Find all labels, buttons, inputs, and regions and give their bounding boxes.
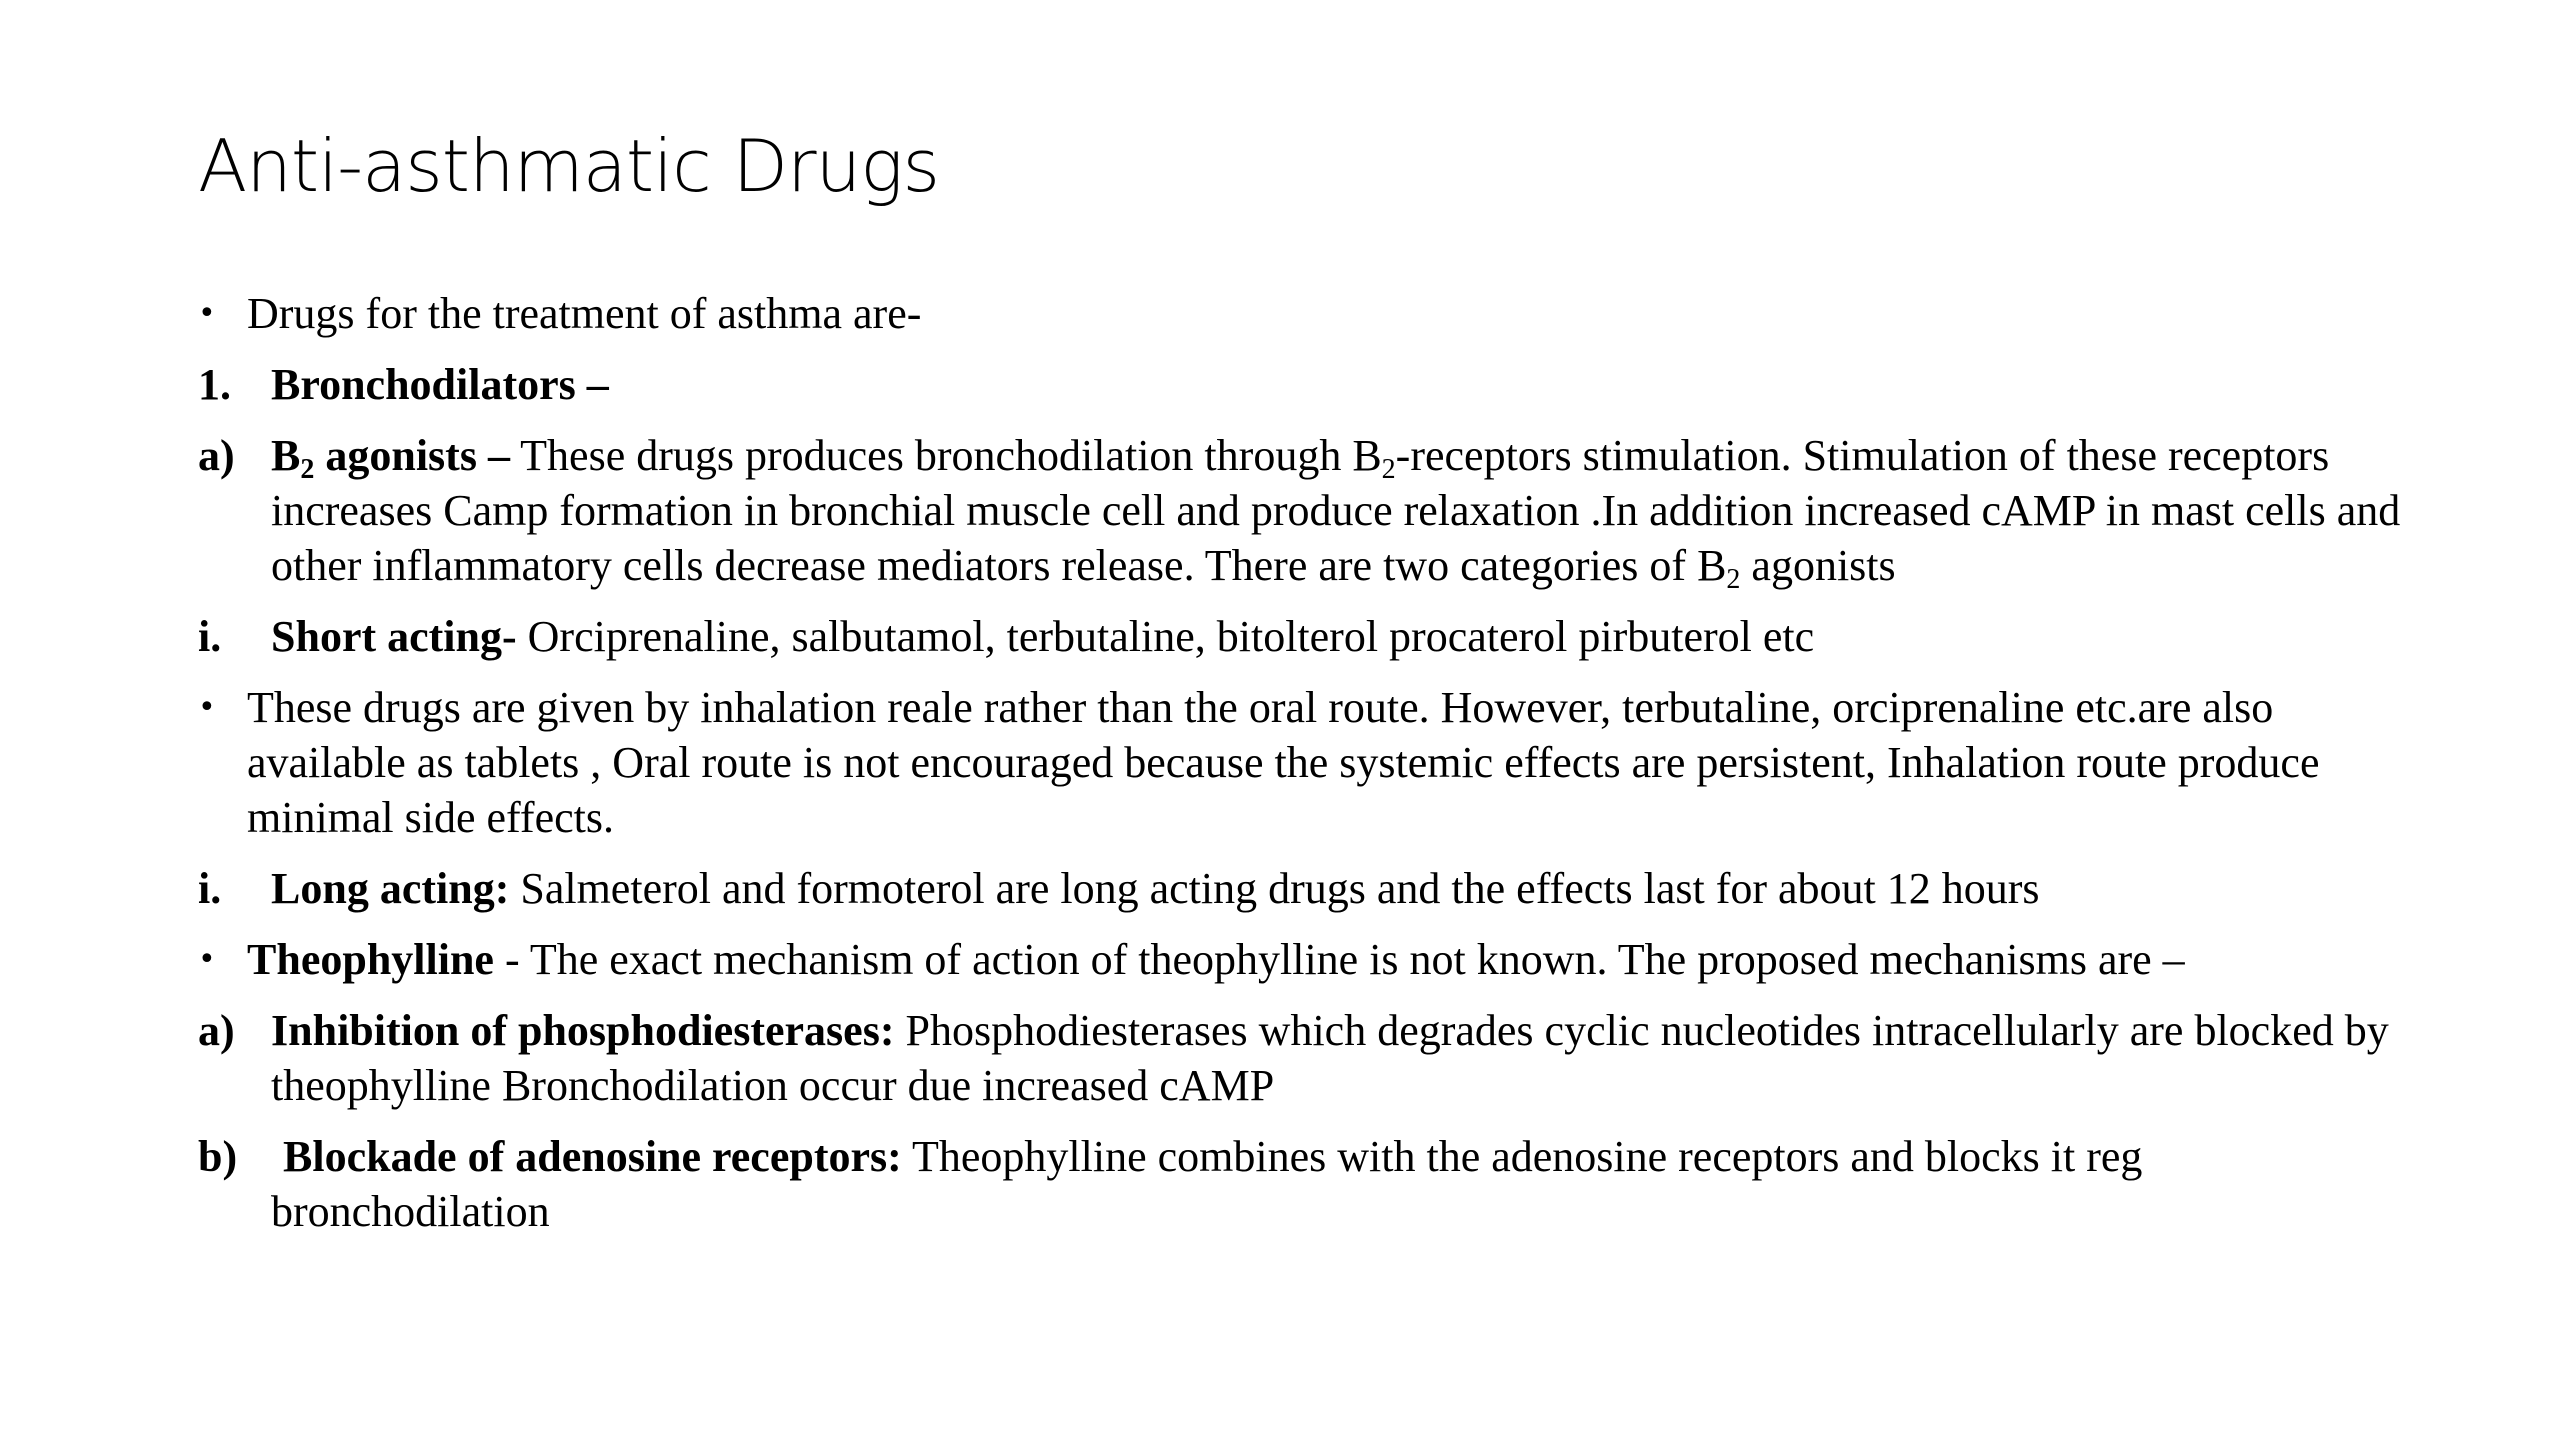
- list-item: [198, 609, 2428, 664]
- item-text-part-a: These drugs produces bronchodilation through B: [509, 431, 1382, 480]
- item-text: These drugs are given by inhalation reale rather than the oral route. However, terbutaline, orciprenaline etc.are also available as tablets , Oral route is not encouraged because the systemic effects are persistent, Inhalation route produce minimal side effects.: [247, 683, 2320, 842]
- item-text: Theophylline combines with the adenosine receptors and blocks it reg bronchodilation: [271, 1132, 2143, 1236]
- item-heading-b: B: [271, 431, 301, 480]
- item-text: Orciprenaline, salbutamol, terbutaline, bitolterol procaterol pirbuterol etc: [516, 612, 1815, 661]
- item-text: Drugs for the treatment of asthma are-: [247, 289, 922, 338]
- letter-marker: a): [198, 1006, 235, 1055]
- list-item: [198, 357, 2428, 412]
- list-item: [198, 286, 2428, 341]
- number-marker: 1.: [198, 360, 231, 409]
- list-item: [198, 861, 2428, 916]
- item-heading: Theophylline: [247, 935, 494, 984]
- item-heading-subscript: 2: [300, 454, 315, 485]
- item-text: Phosphodiesterases which degrades cyclic nucleotides intracellularly are blocked by theophylline Bronchodilation occur due increased cAMP: [271, 1006, 2389, 1110]
- slide-body: [198, 286, 2428, 1255]
- roman-marker: i.: [198, 612, 222, 661]
- item-heading: Inhibition of phosphodiesterases:: [271, 1006, 895, 1055]
- item-heading: Bronchodilators –: [271, 360, 609, 409]
- bullet-marker: •: [198, 690, 216, 725]
- list-item: [198, 1129, 2428, 1239]
- list-item: [198, 680, 2428, 845]
- bullet-marker: •: [198, 296, 216, 331]
- slide-title: Anti-asthmatic Drugs: [198, 124, 939, 208]
- list-item: [198, 932, 2428, 987]
- letter-marker: b): [198, 1132, 238, 1181]
- item-text-subscript: 2: [1381, 454, 1396, 485]
- list-item: [198, 1003, 2428, 1113]
- item-heading-tail: agonists –: [314, 431, 510, 480]
- roman-marker: i.: [198, 864, 222, 913]
- letter-marker: a): [198, 431, 235, 480]
- bullet-marker: •: [198, 942, 216, 977]
- item-text-subscript-2: 2: [1726, 564, 1741, 595]
- item-heading: Long acting:: [271, 864, 510, 913]
- item-heading: Blockade of adenosine receptors:: [283, 1132, 902, 1181]
- item-text-part-c: agonists: [1740, 541, 1896, 590]
- item-text-part-b: -receptors stimulation. Stimulation of these receptors increases Camp formation in bronchial muscle cell and produce relaxation .In addition increased cAMP in mast cells and other inflammatory cells decrease mediators release. There are two categories of B: [271, 431, 2401, 590]
- item-text: Salmeterol and formoterol are long acting drugs and the effects last for about 12 hours: [509, 864, 2040, 913]
- item-text: - The exact mechanism of action of theophylline is not known. The proposed mechanisms are –: [493, 935, 2185, 984]
- list-item: [198, 428, 2428, 593]
- item-heading: Short acting-: [271, 612, 517, 661]
